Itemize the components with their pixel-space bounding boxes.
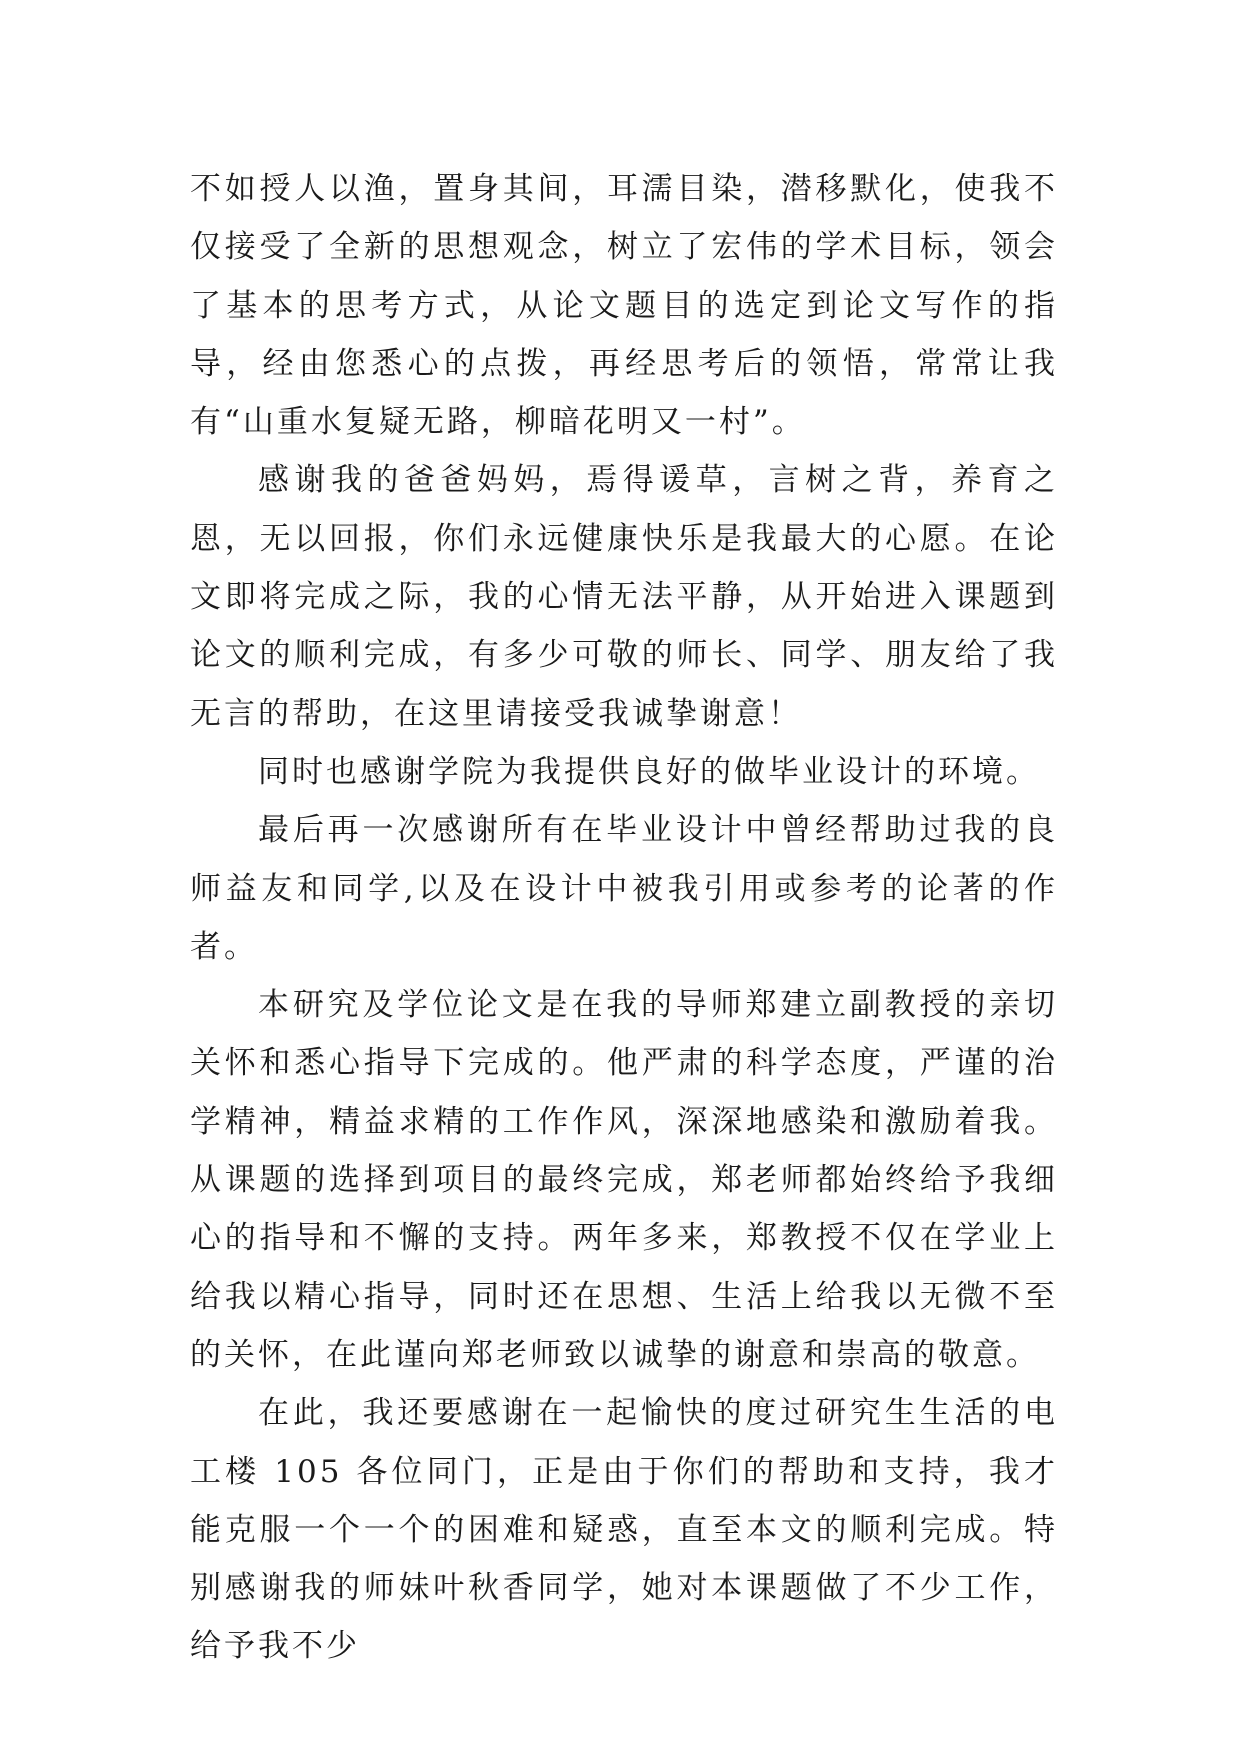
document-page (190, 160, 1058, 1676)
paragraph-3: 同时也感谢学院为我提供良好的做毕业设计的环境。 (258, 753, 1040, 790)
paragraph-4: 最后再一次感谢所有在毕业设计中曾经帮助过我的良师益友和同学,以及在设计中被我引用或参考的论著的作者。 (190, 812, 1058, 965)
paragraph-2: 感谢我的爸爸妈妈，焉得谖草，言树之背，养育之恩，无以回报，你们永远健康快乐是我最大的心愿。在论文即将完成之际，我的心情无法平静，从开始进入课题到论文的顺利完成，有多少可敬的师长、同学、朋友给了我无言的帮助，在这里请接受我诚挚谢意！ (190, 462, 1058, 732)
paragraph-6: 在此，我还要感谢在一起愉快的度过研究生生活的电工楼 105 各位同门，正是由于你们的帮助和支持，我才能克服一个一个的困难和疑惑，直至本文的顺利完成。特别感谢我的师妹叶秋香同学，她对本课题做了不少工作，给予我不少 (190, 1395, 1058, 1665)
paragraph-1: 不如授人以渔，置身其间，耳濡目染，潜移默化，使我不仅接受了全新的思想观念，树立了宏伟的学术目标，领会了基本的思考方式，从论文题目的选定到论文写作的指导，经由您悉心的点拨，再经思考后的领悟，常常让我有“山重水复疑无路，柳暗花明又一村”。 (190, 171, 1058, 441)
paragraph-5: 本研究及学位论文是在我的导师郑建立副教授的亲切关怀和悉心指导下完成的。他严肃的科学态度，严谨的治学精神，精益求精的工作作风，深深地感染和激励着我。从课题的选择到项目的最终完成，郑老师都始终给予我细心的指导和不懈的支持。两年多来，郑教授不仅在学业上给我以精心指导，同时还在思想、生活上给我以无微不至的关怀，在此谨向郑老师致以诚挚的谢意和崇高的敬意。 (190, 987, 1058, 1373)
